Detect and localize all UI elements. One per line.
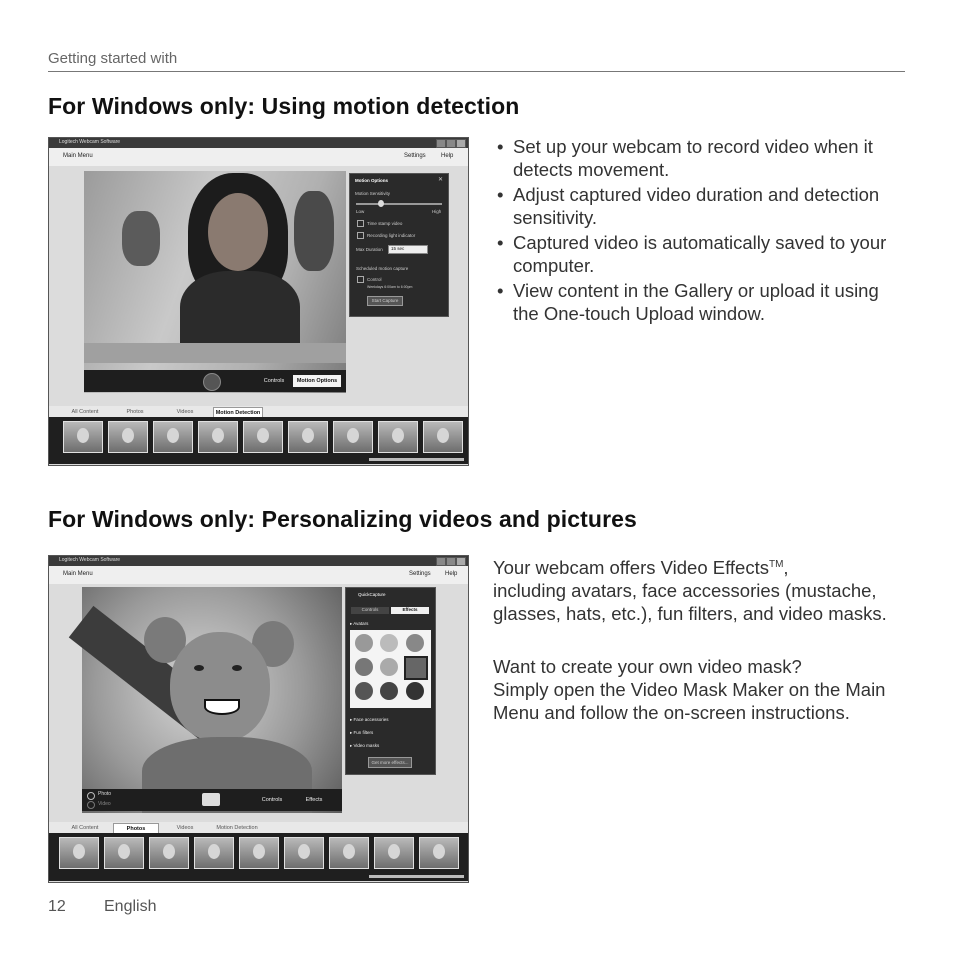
avatar-option[interactable] (380, 658, 398, 676)
record-button[interactable] (203, 373, 221, 391)
avatar-option[interactable] (406, 682, 424, 700)
sensitivity-slider[interactable] (356, 203, 442, 205)
page-number: 12 (48, 898, 66, 915)
section-title-personalizing: For Windows only: Personalizing videos and pictures (48, 506, 637, 532)
avatar-option[interactable] (355, 658, 373, 676)
gallery-tabs (49, 406, 468, 417)
video-effects-paragraph (493, 553, 913, 625)
timestamp-label: Time stamp video (367, 221, 403, 226)
strip-scrollbar[interactable] (369, 875, 464, 878)
mask-smile (204, 699, 240, 715)
panel-title: QuickCapture (358, 592, 386, 597)
slider-handle[interactable] (378, 200, 384, 207)
screenshot-motion-detection (48, 137, 469, 466)
controls-button[interactable]: Controls (261, 797, 283, 803)
bullet-item: • Adjust captured video duration and detection sensitivity. (497, 184, 880, 228)
tab-motion-detection[interactable]: Motion Detection (213, 407, 263, 418)
table (84, 343, 346, 363)
thumbnail[interactable] (423, 421, 463, 453)
settings-link[interactable]: Settings (409, 571, 431, 577)
duration-select[interactable]: 15 sec (388, 245, 428, 254)
avatar-option[interactable] (406, 634, 424, 652)
thumbnail[interactable] (288, 421, 328, 453)
controls-button[interactable]: Controls (263, 378, 285, 384)
max-duration-label: Max Duration (356, 247, 383, 252)
screenshot-video-effects (48, 555, 469, 883)
koala-eye (232, 665, 242, 671)
avatar-option[interactable] (355, 682, 373, 700)
paragraph-line: Simply open the Video Mask Maker on the Main (493, 679, 886, 700)
background-person (122, 211, 160, 266)
effects-button[interactable]: Effects (305, 797, 323, 803)
thumbnail[interactable] (149, 837, 189, 869)
panel-title: Motion Options (355, 178, 388, 183)
timestamp-checkbox[interactable] (357, 220, 364, 227)
paragraph-line: Want to create your own video mask? (493, 656, 802, 677)
section-title-motion-detection: For Windows only: Using motion detection (48, 93, 520, 119)
video-preview (82, 587, 342, 813)
avatar-option[interactable] (355, 634, 373, 652)
sensitivity-label: Motion Sensitivity (355, 191, 391, 196)
main-menu-link[interactable]: Main Menu (63, 571, 93, 577)
photo-label: Photo (98, 791, 112, 797)
avatar-option[interactable] (380, 634, 398, 652)
capture-control-bar (82, 789, 342, 811)
tab-photos[interactable]: Photos (113, 823, 159, 834)
thumbnail[interactable] (104, 837, 144, 869)
capture-control-bar (84, 370, 346, 392)
paragraph-line: Your webcam offers Video Effects™, (493, 557, 789, 579)
thumbnail[interactable] (63, 421, 103, 453)
close-icon[interactable] (456, 557, 466, 566)
tab-all-content[interactable]: All Content (71, 409, 99, 415)
paragraph-line: including avatars, face accessories (mustache, (493, 580, 877, 602)
camera-icon[interactable] (202, 793, 220, 806)
paragraph-line: glasses, hats, etc.), fun filters, and video masks. (493, 603, 887, 625)
scheduled-label: Scheduled motion capture (356, 266, 409, 271)
tab-all-content[interactable]: All Content (71, 825, 99, 831)
control-checkbox[interactable] (357, 276, 364, 283)
thumbnail[interactable] (108, 421, 148, 453)
thumbnail[interactable] (239, 837, 279, 869)
video-masks-section[interactable]: ▸ Video masks (350, 743, 380, 748)
thumbnail[interactable] (194, 837, 234, 869)
thumbnail[interactable] (333, 421, 373, 453)
video-preview (84, 171, 346, 393)
panel-tab-controls[interactable]: Controls (351, 607, 389, 614)
app-toolbar (49, 148, 468, 166)
footer-language: English (104, 898, 157, 915)
face-accessories-section[interactable]: ▸ Face accessories (350, 717, 389, 722)
video-label: Video (98, 801, 111, 807)
maximize-icon[interactable] (446, 139, 456, 148)
video-radio[interactable] (87, 801, 95, 809)
thumbnail[interactable] (284, 837, 324, 869)
koala-eye (194, 665, 204, 671)
avatar-option[interactable] (380, 682, 398, 700)
light-label: Recording light indicator (367, 233, 416, 238)
start-capture-button[interactable]: Start Capture (367, 296, 403, 306)
high-label: High (432, 209, 442, 214)
thumbnail[interactable] (419, 837, 459, 869)
thumbnail-strip (49, 833, 468, 881)
bullet-item: • Set up your webcam to record video when it detects movement. (497, 136, 873, 180)
close-icon[interactable]: ✕ (438, 177, 444, 183)
fun-filters-section[interactable]: ▸ Fun filters (350, 730, 374, 735)
avatars-section[interactable]: ▸ Avatars (350, 621, 369, 626)
thumbnail[interactable] (329, 837, 369, 869)
thumbnail[interactable] (198, 421, 238, 453)
thumbnail[interactable] (153, 421, 193, 453)
bullet-item: • Captured video is automatically saved to your computer. (497, 232, 887, 276)
tab-photos[interactable]: Photos (126, 409, 144, 415)
subject-face (208, 193, 268, 271)
photo-radio[interactable] (87, 792, 95, 800)
help-link[interactable]: Help (445, 571, 458, 577)
close-icon[interactable] (456, 139, 466, 148)
thumbnail-strip (49, 417, 468, 464)
thumbnail[interactable] (59, 837, 99, 869)
gallery-tabs (49, 822, 468, 833)
main-menu-link[interactable]: Main Menu (63, 153, 93, 159)
low-label: Low (356, 209, 365, 214)
avatar-grid (350, 630, 431, 708)
window-titlebar (49, 138, 468, 148)
window-titlebar (49, 556, 468, 566)
help-link[interactable]: Help (441, 153, 454, 159)
tab-videos[interactable]: Videos (176, 409, 194, 415)
tab-motion-detection[interactable]: Motion Detection (216, 825, 258, 831)
header-rule (48, 71, 905, 72)
tab-videos[interactable]: Videos (176, 825, 194, 831)
control-label: Control (367, 277, 382, 282)
thumbnail[interactable] (374, 837, 414, 869)
paragraph-line: Menu and follow the on-screen instructions. (493, 702, 850, 723)
thumbnail[interactable] (243, 421, 283, 453)
motion-detection-bullets (497, 135, 907, 327)
window-title: Logitech Webcam Software (59, 139, 121, 145)
maximize-icon[interactable] (446, 557, 456, 566)
minimize-icon[interactable] (436, 139, 446, 148)
minimize-icon[interactable] (436, 557, 446, 566)
bullet-item: • View content in the Gallery or upload it using the One-touch Upload window. (497, 280, 879, 324)
app-toolbar (49, 566, 468, 584)
running-header: Getting started with (48, 50, 178, 67)
settings-link[interactable]: Settings (404, 153, 426, 159)
effects-panel (345, 587, 436, 775)
koala-head (170, 632, 270, 742)
get-more-effects-button[interactable]: Get more effects... (368, 757, 412, 768)
thumbnail[interactable] (378, 421, 418, 453)
panel-tab-effects[interactable]: Effects (391, 607, 429, 614)
light-checkbox[interactable] (357, 232, 364, 239)
strip-scrollbar[interactable] (369, 458, 464, 461)
schedule-detail: Weekdays 6:00am to 6:00pm (367, 285, 413, 289)
video-mask-paragraph (493, 655, 913, 724)
background-person (294, 191, 334, 271)
motion-options-panel (349, 173, 449, 317)
motion-options-button[interactable]: Motion Options (293, 375, 341, 387)
avatar-option-selected[interactable] (404, 656, 428, 680)
window-title: Logitech Webcam Software (59, 557, 121, 563)
